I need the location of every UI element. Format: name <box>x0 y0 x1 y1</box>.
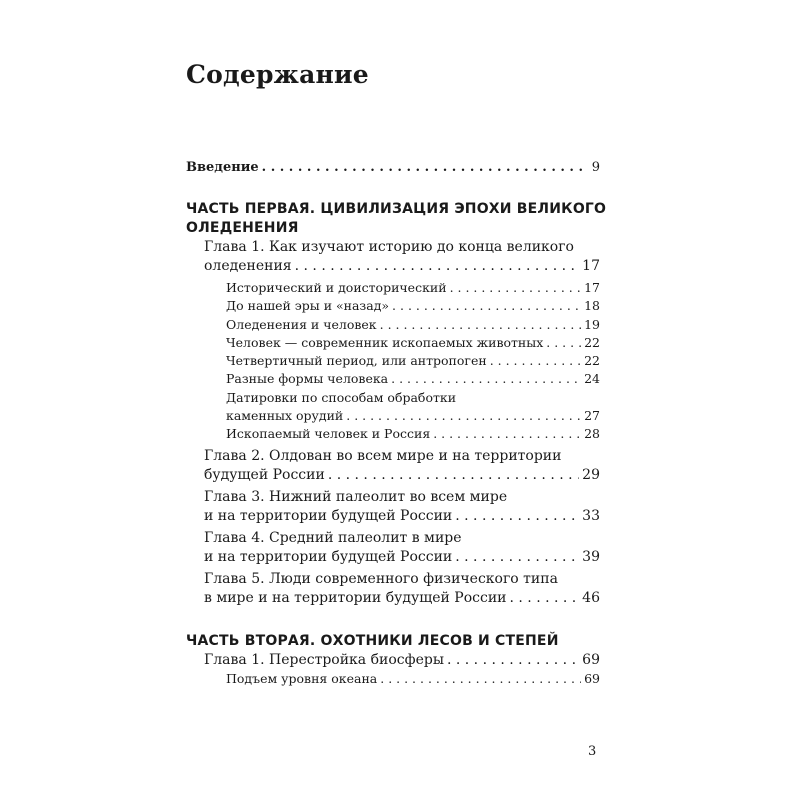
toc-chapter-1 <box>204 651 600 670</box>
toc-section-label: Исторический и доисторический <box>226 280 447 295</box>
part-title-line: ЧАСТЬ ПЕРВАЯ. ЦИВИЛИЗАЦИЯ ЭПОХИ ВЕЛИКОГО <box>186 201 607 217</box>
dot-leader <box>380 670 581 688</box>
chapter-title-line: Глава 3. Нижний палеолит во всем мире <box>204 488 508 505</box>
toc-page-number: 9 <box>591 160 600 175</box>
toc-entry <box>204 589 600 608</box>
chapter-title-line: будущей России <box>204 466 325 483</box>
toc-page-number: 19 <box>584 316 600 332</box>
toc-section <box>226 334 600 352</box>
dot-leader <box>510 589 580 608</box>
toc-section-label: До нашей эры и «назад» <box>226 298 390 314</box>
toc-section-label: Четвертичный период, или антропоген <box>226 353 487 369</box>
toc-page-number: 27 <box>584 408 600 424</box>
dot-leader <box>392 297 581 315</box>
part-title-line: ЧАСТЬ ВТОРАЯ. ОХОТНИКИ ЛЕСОВ И СТЕПЕЙ <box>186 632 559 649</box>
toc-section <box>226 316 600 334</box>
toc-entry <box>204 257 600 276</box>
dot-leader <box>262 156 583 180</box>
toc-section <box>226 425 600 446</box>
toc-entry-label: Введение <box>186 160 259 175</box>
dot-leader <box>391 370 581 388</box>
dot-leader <box>433 425 581 443</box>
toc-section <box>226 670 600 688</box>
chapter-title-line: оледенения <box>204 258 292 274</box>
toc-section-label: Датировки по способам обработки <box>226 389 457 405</box>
toc-section <box>226 279 600 297</box>
chapter-title-line: и на территории будущей России <box>204 548 453 565</box>
toc-entry <box>204 548 600 567</box>
toc-section-label: Человек — современник ископаемых животных <box>226 334 544 350</box>
dot-leader <box>295 257 580 276</box>
part-title-line: ОЛЕДЕНЕНИЯ <box>186 220 299 236</box>
toc-chapter-2 <box>204 447 600 488</box>
table-of-contents <box>186 156 607 688</box>
toc-section <box>226 389 600 426</box>
chapter-title-line: Глава 1. Как изучают историю до конца великого <box>204 239 574 255</box>
dot-leader <box>450 279 582 297</box>
toc-page-number: 29 <box>582 466 600 483</box>
chapter-title-line: Глава 5. Люди современного физического типа <box>204 570 558 587</box>
dot-leader <box>546 334 581 352</box>
dot-leader <box>490 352 581 370</box>
toc-page-number: 33 <box>582 507 600 524</box>
toc-section <box>226 297 600 315</box>
toc-chapter-3 <box>204 488 600 529</box>
toc-page-number: 28 <box>584 426 600 442</box>
chapter-title-line: Глава 4. Средний палеолит в мире <box>204 529 462 546</box>
toc-section-label: Разные формы человека <box>226 371 389 387</box>
toc-page-number: 22 <box>584 353 600 369</box>
dot-leader <box>328 466 579 485</box>
toc-page-number: 39 <box>582 548 600 565</box>
toc-chapter-5 <box>204 570 600 608</box>
toc-section-label: Ископаемый человек и Россия <box>226 426 431 442</box>
toc-section <box>226 352 600 370</box>
toc-page-number: 69 <box>582 651 600 668</box>
dot-leader <box>380 316 581 334</box>
chapter-title-line: Глава 2. Олдован во всем мире и на территории <box>204 447 562 464</box>
toc-page-number: 17 <box>582 258 600 274</box>
toc-entry <box>204 466 600 485</box>
chapter-title-line: Глава 1. Перестройка биосферы <box>204 651 444 668</box>
toc-chapter-4 <box>204 529 600 570</box>
toc-entry <box>204 507 600 526</box>
chapter-title-line: в мире и на территории будущей России <box>204 589 507 606</box>
toc-page-number: 18 <box>584 298 600 314</box>
toc-page-number: 24 <box>584 371 600 387</box>
dot-leader <box>447 651 579 670</box>
toc-section <box>226 370 600 388</box>
toc-entry <box>226 407 600 425</box>
toc-page-number: 17 <box>584 280 600 295</box>
toc-page-number: 22 <box>584 334 600 350</box>
toc-section-label: каменных орудий <box>226 408 344 424</box>
page-title: Содержание <box>186 60 369 89</box>
chapter-title-line: и на территории будущей России <box>204 507 453 524</box>
part-heading-1 <box>186 200 607 238</box>
toc-page-number: 46 <box>582 589 600 606</box>
toc-section-label: Подъем уровня океана <box>226 670 378 686</box>
toc-section-label: Оледенения и человек <box>226 316 377 332</box>
dot-leader <box>346 407 581 425</box>
toc-chapter-1 <box>204 238 600 279</box>
toc-page-number: 69 <box>584 670 600 686</box>
part-heading-2 <box>186 632 600 651</box>
toc-entry-intro <box>186 156 600 180</box>
page-folio-number: 3 <box>588 744 597 759</box>
dot-leader <box>455 548 579 567</box>
dot-leader <box>455 507 579 526</box>
